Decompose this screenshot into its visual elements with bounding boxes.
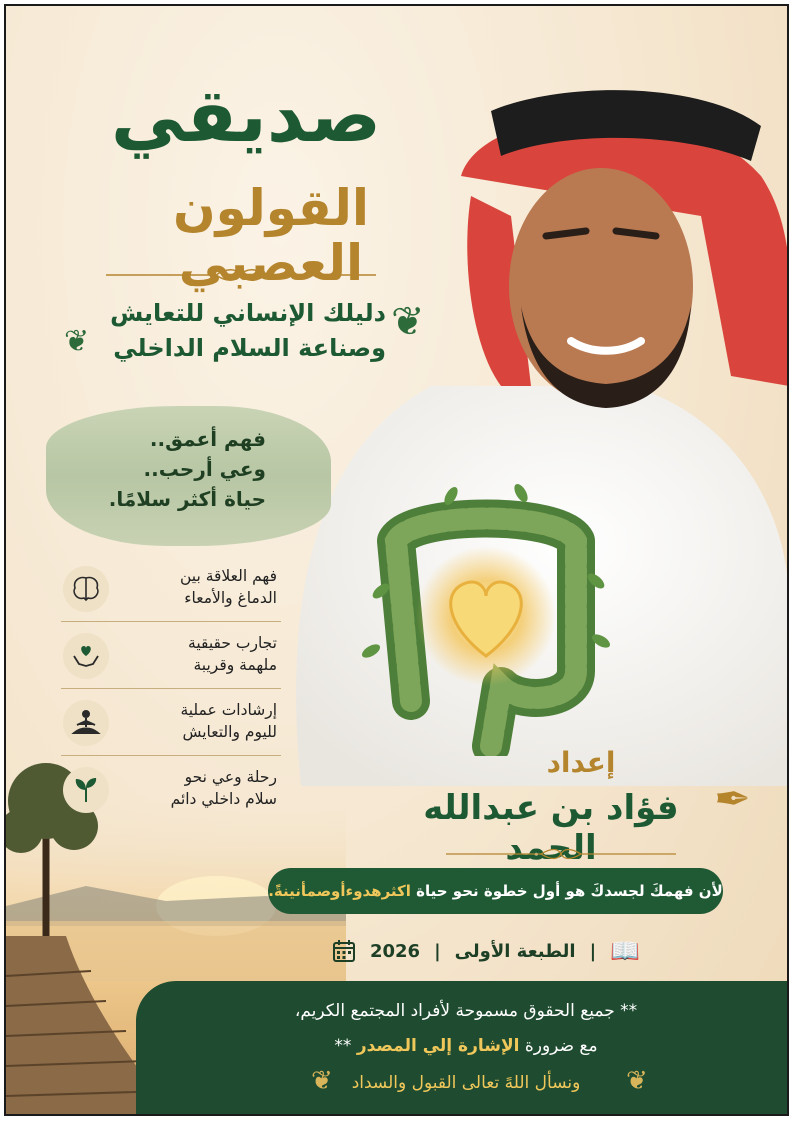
quote-banner: لأن فهمكَ لجسدكَ هو أول خطوة نحو حياة اكثرهدوءأوصمأنينةً. bbox=[268, 868, 723, 914]
book-cover bbox=[4, 4, 789, 1116]
leaf-icon: ❦ bbox=[64, 324, 90, 359]
edition-year: 2026 bbox=[369, 940, 421, 962]
heart-hands-icon bbox=[63, 633, 109, 679]
edition-info: 📖 | الطبعة الأولى | 2026 bbox=[326, 931, 646, 971]
title-main: صديقي bbox=[110, 73, 382, 159]
subtitle: دليلك الإنساني للتعايش وصناعة السلام الداخلي bbox=[110, 299, 386, 362]
author-name: فؤاد بن عبدالله الحمد bbox=[423, 788, 679, 868]
feature-item: فهم العلاقة بين الدماغ والأمعاء bbox=[61, 561, 281, 622]
feature-item: إرشادات عملية لليوم والتعايش bbox=[61, 695, 281, 756]
quill-icon: ✒ bbox=[714, 774, 751, 825]
intestine-heart-illustration bbox=[351, 471, 621, 756]
footer-prayer: ونسأل اللهً تعالى القبول والسداد bbox=[351, 1073, 581, 1093]
ornament-divider bbox=[106, 268, 376, 282]
brain-icon bbox=[63, 566, 109, 612]
feature-item: رحلة وعي نحو سلام داخلي دائم bbox=[61, 762, 281, 822]
leaf-icon: ❦ bbox=[311, 1066, 333, 1096]
ornament-divider bbox=[446, 848, 676, 860]
tagline: فهم أعمق.. وعي أرحب.. حياة أكثر سلامًا. bbox=[108, 427, 266, 511]
footer-source-note: مع ضرورة الإشارة إلي المصدر ** bbox=[334, 1036, 598, 1056]
sprout-icon bbox=[63, 767, 109, 813]
feature-item: تجارب حقيقية ملهمة وقريبة bbox=[61, 628, 281, 689]
edition-label: الطبعة الأولى bbox=[454, 940, 576, 962]
author-label: إعداد bbox=[546, 746, 616, 779]
leaf-icon: ❦ bbox=[391, 299, 425, 345]
book-icon: 📖 bbox=[610, 937, 641, 965]
title-sub: القولون العصبي bbox=[172, 179, 370, 292]
footer-rights: ** جميع الحقوق مسموحة لأفراد المجتمع الكريم، bbox=[294, 1001, 638, 1021]
calendar-icon bbox=[332, 939, 356, 963]
leaf-icon: ❦ bbox=[626, 1066, 648, 1096]
meditation-icon bbox=[63, 700, 109, 746]
